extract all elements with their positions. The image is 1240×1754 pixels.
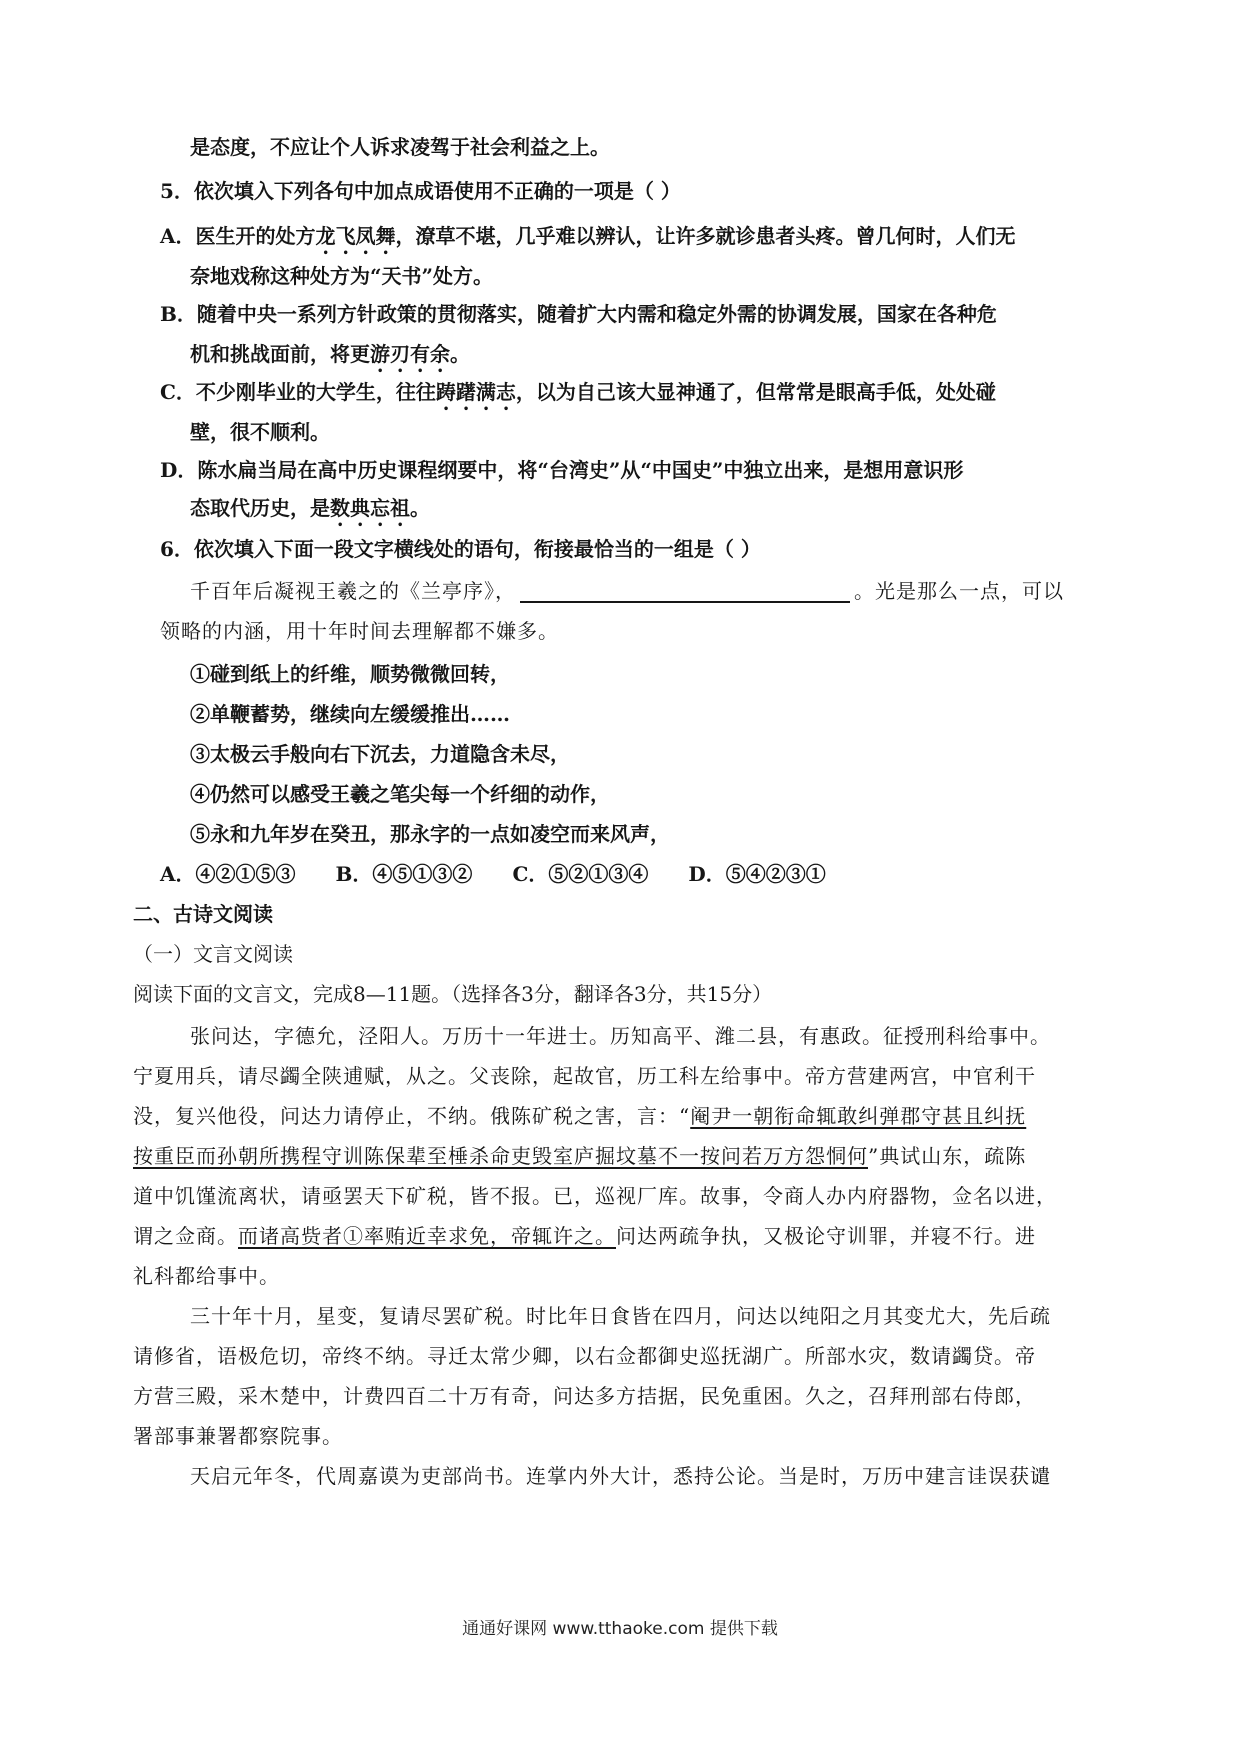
text: 态取代历史，是 [190, 496, 330, 520]
q6-item-2: ②单鞭蓄势，继续向左缓缓推出…… [190, 702, 510, 726]
footer-credit: 通通好课网 www.tthaoke.com 提供下载 [462, 1619, 778, 1639]
q6-item-4: ④仍然可以感受王羲之笔尖每一个纤细的动作， [190, 782, 610, 806]
q5-option-a-line-1 [160, 222, 1016, 259]
text: ，潦草不堪，几乎难以辨认，让许多就诊患者头疼。曾几何时，人们无 [395, 224, 1016, 248]
passage-line-6 [133, 1222, 1036, 1250]
text: A．医生开的处方 [160, 224, 316, 248]
passage-line-9: 请修省，语极危切，帝终不纳。寻迁太常少卿，以右佥都御史巡抚湖广。所部水灾，数请蠲贷。帝 [133, 1344, 1036, 1368]
q5-option-c-line-2: 壁，很不顺利。 [190, 420, 330, 444]
section-2-heading: 二、古诗文阅读 [133, 902, 273, 926]
text: 机和挑战面前，将更 [190, 342, 370, 366]
underlined-text: 阉尹一朝衔命辄敢纠弹郡守甚且纠抚 [690, 1104, 1027, 1128]
text: ”典试山东，疏陈 [868, 1144, 1027, 1168]
question-5-stem: 5．依次填入下列各句中加点成语使用不正确的一项是（ ） [160, 179, 681, 203]
answer-blank [520, 583, 850, 603]
text: 。 [410, 496, 430, 520]
text: 千百年后凝视王羲之的《兰亭序》， [190, 579, 516, 603]
q5-option-b-line-2 [190, 340, 470, 377]
passage-line-12: 天启元年冬，代周嘉谟为吏部尚书。连掌内外大计，悉持公论。当是时，万历中建言诖误获谴 [190, 1464, 1051, 1488]
passage-line-1: 张问达，字德允，泾阳人。万历十一年进士。历知高平、潍二县，有惠政。征授刑科给事中。 [190, 1024, 1051, 1048]
idiom: 龙飞凤舞 [315, 224, 396, 248]
passage-line-8: 三十年十月，星变，复请尽罢矿税。时比年日食皆在四月，问达以纯阳之月其变尤大，先后疏 [190, 1304, 1051, 1328]
q6-item-3: ③太极云手般向右下沉去，力道隐含未尽， [190, 742, 570, 766]
subsection-heading: （一）文言文阅读 [133, 942, 293, 966]
text: 问达两疏争执，又极论守训罪，并寝不行。进 [616, 1224, 1036, 1248]
text: ，以为自己该大显神通了，但常常是眼高手低，处处碰 [515, 380, 996, 404]
passage-line-7: 礼科都给事中。 [133, 1264, 280, 1288]
passage-line-10: 方营三殿，采木楚中，计费四百二十万有奇，问达多方拮据，民免重困。久之，召拜刑部右侍郎， [133, 1384, 1036, 1408]
text: 。光是那么一点，可以 [854, 579, 1064, 603]
q5-option-b-line-1: B．随着中央一系列方针政策的贯彻落实，随着扩大内需和稳定外需的协调发展，国家在各种危 [160, 302, 997, 326]
q6-option-d: D．⑤④②③① [688, 862, 826, 886]
idiom: 数典忘祖 [330, 496, 410, 520]
passage-line-11: 署部事兼署都察院事。 [133, 1424, 343, 1448]
q5-option-c-line-1 [160, 378, 996, 415]
question-6-stem: 6．依次填入下面一段文字横线处的语句，衔接最恰当的一组是（ ） [160, 537, 761, 561]
idiom: 踌躇满志 [435, 380, 516, 404]
passage-line-4 [133, 1142, 1026, 1170]
q5-option-d-line-1: D．陈水扁当局在高中历史课程纲要中，将“台湾史”从“中国史”中独立出来，是想用意识形 [160, 458, 964, 482]
q6-option-a: A．④②①⑤③ [160, 862, 296, 886]
underlined-text: 而诸高赀者①率贿近幸求免，帝辄许之。 [238, 1224, 616, 1248]
q6-item-1: ①碰到纸上的纤维，顺势微微回转， [190, 662, 510, 686]
text: C．不少刚毕业的大学生，往往 [160, 380, 436, 404]
text: 谓之佥商。 [133, 1224, 238, 1248]
q6-paragraph-line-1 [190, 577, 1064, 605]
passage-line-5: 道中饥馑流离状，请亟罢天下矿税，皆不报。已，巡视厂库。故事，令商人办内府器物，佥名以进， [133, 1184, 1057, 1208]
text: 没，复兴他役，问达力请停止，不纳。俄陈矿税之害，言：“ [133, 1104, 691, 1128]
text: 。 [450, 342, 470, 366]
q6-option-c: C．⑤②①③④ [512, 862, 649, 886]
continued-line: 是态度，不应让个人诉求凌驾于社会利益之上。 [190, 135, 610, 159]
q6-option-b: B．④⑤①③② [335, 862, 473, 886]
section-instructions: 阅读下面的文言文，完成8—11题。（选择各3分，翻译各3分，共15分） [133, 982, 773, 1006]
q5-option-d-line-2 [190, 494, 430, 531]
q6-options [160, 860, 866, 888]
q6-item-5: ⑤永和九年岁在癸丑，那永字的一点如凌空而来风声， [190, 822, 670, 846]
idiom: 游刃有余 [370, 342, 450, 366]
q5-option-a-line-2: 奈地戏称这种处方为“天书”处方。 [190, 264, 494, 288]
passage-line-2: 宁夏用兵，请尽蠲全陕逋赋，从之。父丧除，起故官，历工科左给事中。帝方营建两宫，中官利干 [133, 1064, 1036, 1088]
underlined-text: 按重臣而孙朝所携程守训陈保辈至棰杀命吏毁室庐掘坟墓不一按问若万方怨恫何 [133, 1144, 868, 1168]
q6-paragraph-line-2: 领略的内涵，用十年时间去理解都不嫌多。 [160, 619, 559, 643]
passage-line-3 [133, 1102, 1026, 1130]
